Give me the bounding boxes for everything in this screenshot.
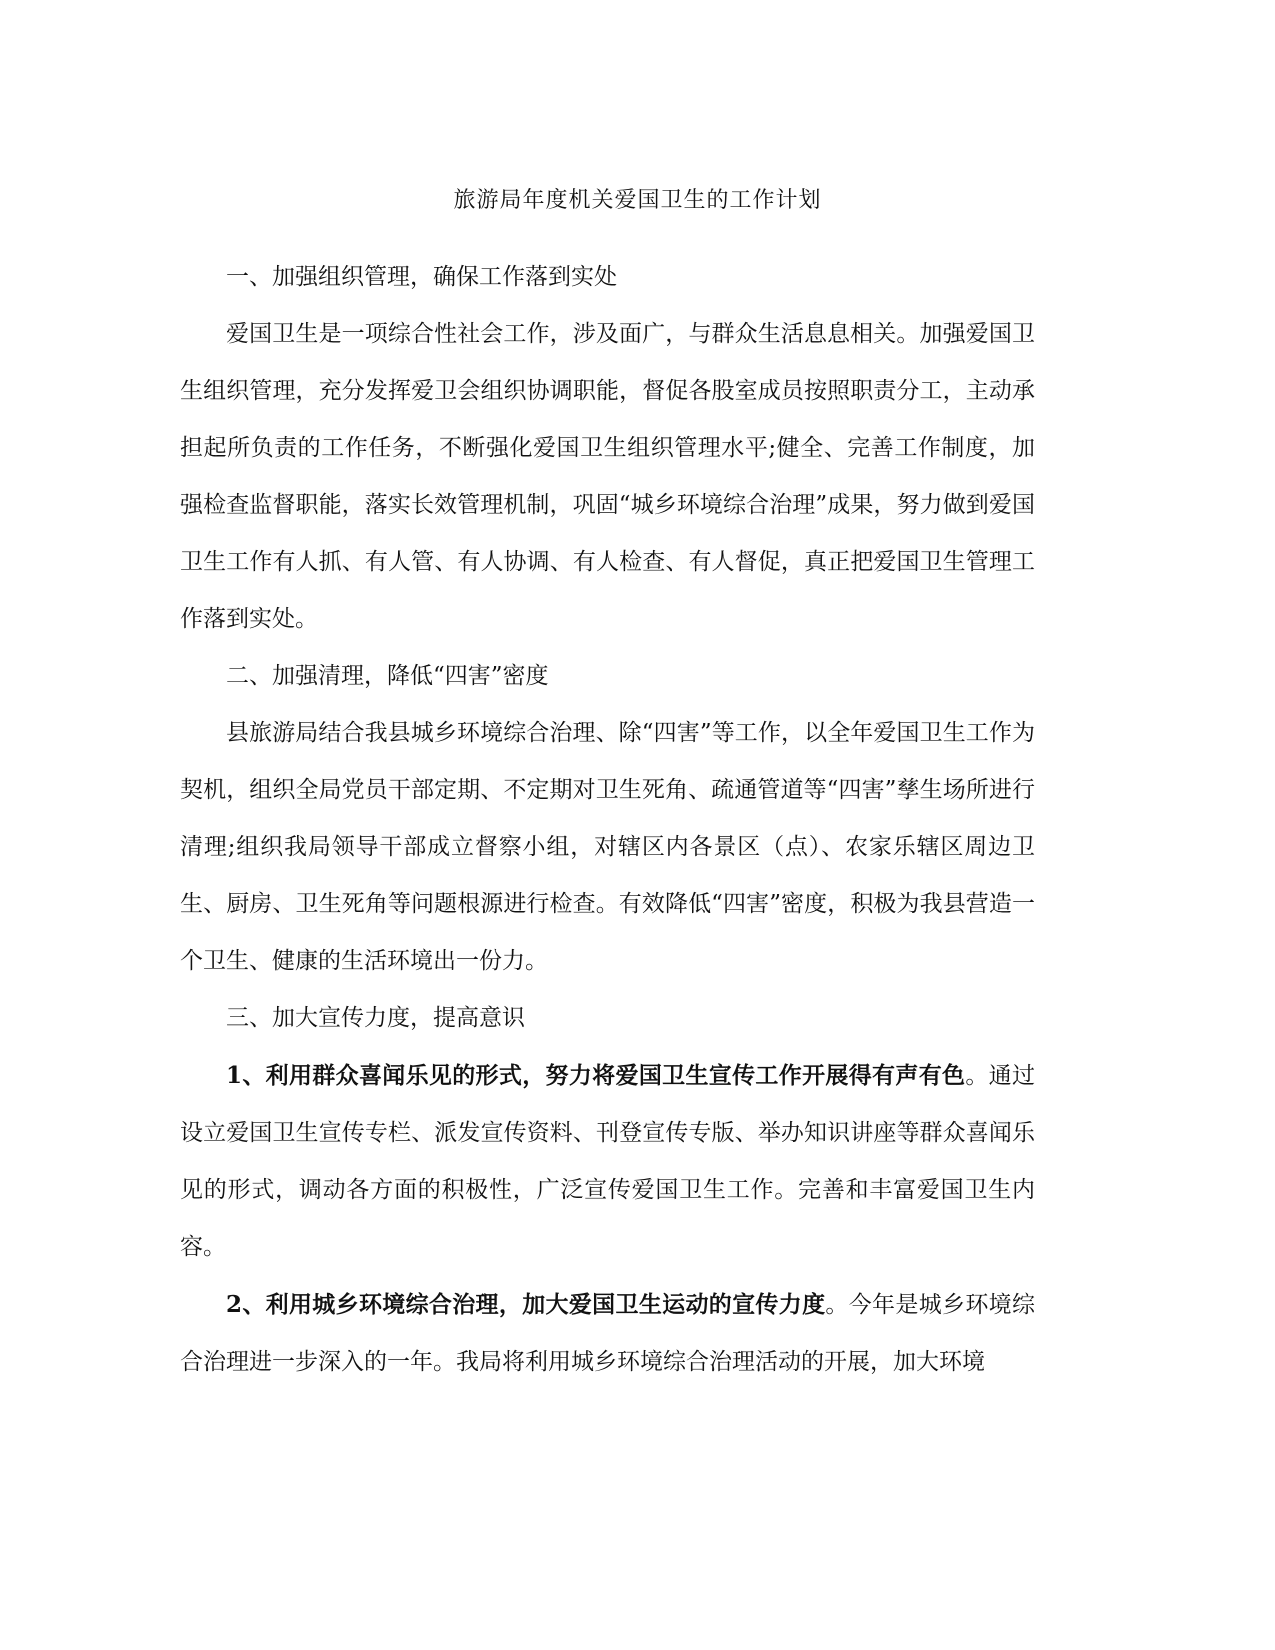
section-3-item-2-lead: 2、利用城乡环境综合治理，加大爱国卫生运动的宣传力度 [226,1291,826,1318]
document-title: 旅游局年度机关爱国卫生的工作计划 [453,188,822,213]
section-3-item-1 [180,1047,1035,1276]
document-body [180,249,1035,1391]
section-3-item-1-text: 。通过设立爱国卫生宣传专栏、派发宣传资料、刊登宣传专版、举办知识讲座等群众喜闻乐见的形式，调动各方面的积极性，广泛宣传爱国卫生工作。完善和丰富爱国卫生内容。 [180,1063,1035,1260]
section-1-paragraph: 爱国卫生是一项综合性社会工作，涉及面广，与群众生活息息相关。加强爱国卫生组织管理，充分发挥爱卫会组织协调职能，督促各股室成员按照职责分工，主动承担起所负责的工作任务，不断强化爱国卫生组织管理水平;健全、完善工作制度，加强检查监督职能，落实长效管理机制，巩固“城乡环境综合治理”成果，努力做到爱国卫生工作有人抓、有人管、有人协调、有人检查、有人督促，真正把爱国卫生管理工作落到实处。 [180,321,1035,632]
section-1-heading: 一、加强组织管理，确保工作落到实处 [226,264,617,290]
section-3-heading: 三、加大宣传力度，提高意识 [226,1005,525,1031]
section-2-heading: 二、加强清理，降低“四害”密度 [226,663,549,689]
section-3-item-2 [180,1276,1035,1391]
section-3-item-2-text: 。今年是城乡环境综合治理进一步深入的一年。我局将利用城乡环境综合治理活动的开展，加大环境 [180,1292,1035,1375]
section-2-paragraph: 县旅游局结合我县城乡环境综合治理、除“四害”等工作，以全年爱国卫生工作为契机，组织全局党员干部定期、不定期对卫生死角、疏通管道等“四害”孳生场所进行清理;组织我局领导干部成立督察小组，对辖区内各景区（点）、农家乐辖区周边卫生、厨房、卫生死角等问题根源进行检查。有效降低“四害”密度，积极为我县营造一个卫生、健康的生活环境出一份力。 [180,720,1035,974]
section-3-item-1-lead: 1、利用群众喜闻乐见的形式，努力将爱国卫生宣传工作开展得有声有色 [226,1062,966,1089]
